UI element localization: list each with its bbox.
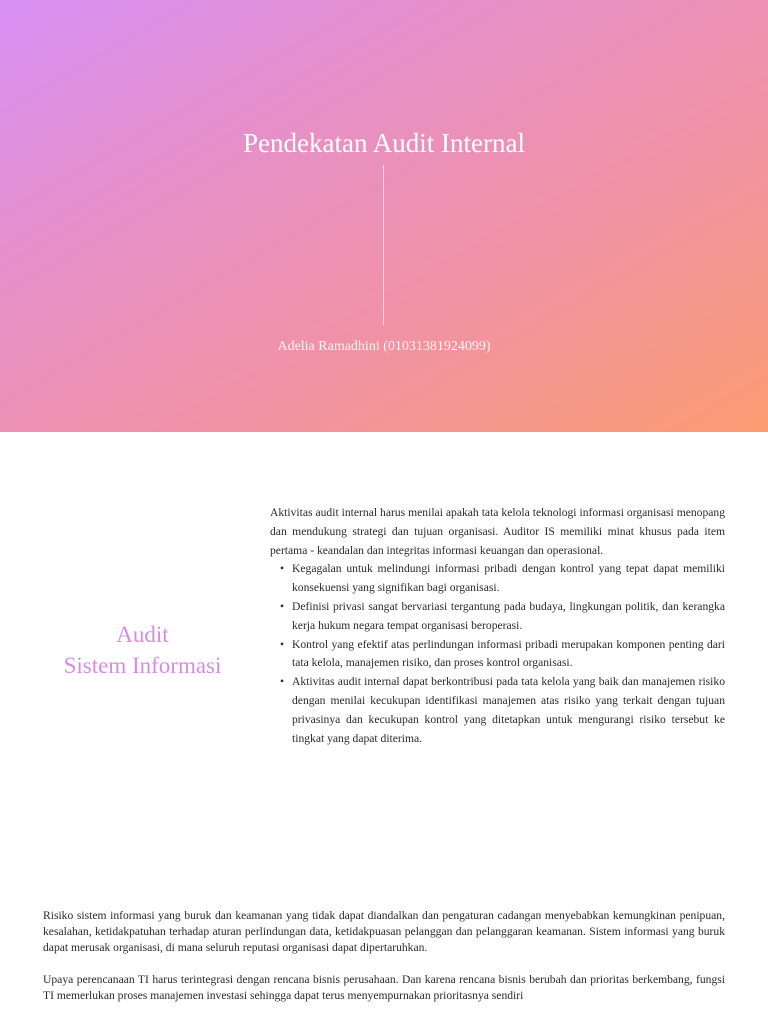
bullet-item: • Kegagalan untuk melindungi informasi pribadi dengan kontrol yang tepat dapat memiliki konsekuensi yang signifikan bagi organisasi. [292,560,725,598]
section-title [30,619,255,681]
bullet-item: • Kontrol yang efektif atas perlindungan informasi pribadi merupakan komponen penting dari tata kelola, manajemen risiko, dan proses kontrol organisasi. [292,636,725,674]
bullet-item: • Definisi privasi sangat bervariasi tergantung pada budaya, lingkungan politik, dan kerangka kerja hukum negara tempat organisasi beroperasi. [292,598,725,636]
bullet-item: • Aktivitas audit internal dapat berkontribusi pada tata kelola yang baik dan manajemen risiko dengan menilai kecukupan identifikasi manajemen atas risiko yang terkait dengan tujuan privasinya dan kecukupan kontrol yang ditetapkan untuk mengurangi risiko tersebut ke tingkat yang dapat diterima. [292,673,725,748]
bullet-list [270,560,725,748]
content-body [270,504,725,748]
slide-title: Pendekatan Audit Internal [243,128,525,158]
author-name: Adelia Ramadhini (01031381924099) [277,339,491,354]
third-page-text [43,908,725,1019]
content-slide [0,432,768,892]
paragraph-1: Risiko sistem informasi yang buruk dan keamanan yang tidak dapat diandalkan dan pengaturan cadangan menyebabkan kemungkinan penipuan, kesalahan, ketidakpatuhan terhadap aturan perlindungan data, ketidakpuasan pelanggan dan pelanggaran keamanan. Sistem informasi yang buruk dapat merusak organisasi, di mana seluruh reputasi organisasi dapat dipertaruhkan. [43,909,725,955]
paragraph-2: Upaya perencanaan TI harus terintegrasi dengan rencana bisnis perusahaan. Dan karena rencana bisnis berubah dan prioritas berkembang, fungsi TI memerlukan proses manajemen investasi sehingga dapat terus menyempurnakan prioritasnya sendiri [43,972,725,1002]
title-slide [0,0,768,432]
intro-paragraph: Aktivitas audit internal harus menilai apakah tata kelola teknologi informasi organisasi menopang dan mendukung strategi dan tujuan organisasi. Auditor IS memiliki minat khusus pada item pertama - keandalan dan integritas informasi keuangan dan operasional. [270,506,725,557]
section-title-line2: Sistem Informasi [63,653,222,678]
vertical-divider [383,165,384,325]
section-title-line1: Audit [116,622,169,647]
